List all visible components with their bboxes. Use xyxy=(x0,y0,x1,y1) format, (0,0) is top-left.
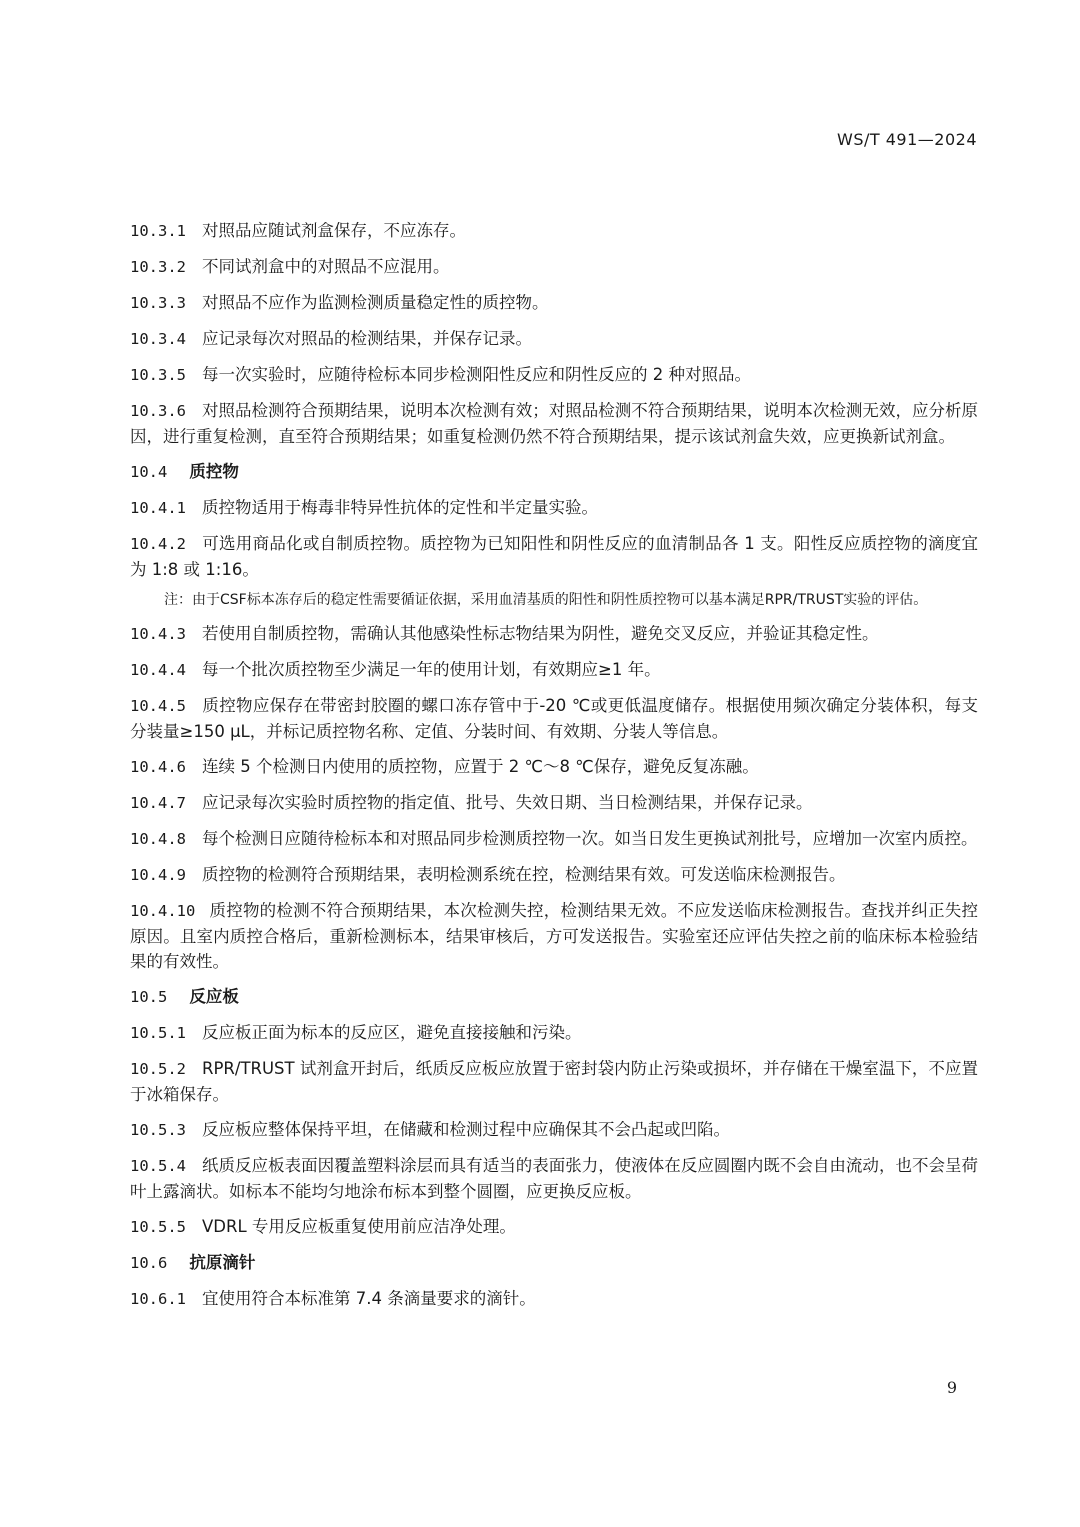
clause-paragraph xyxy=(130,790,978,816)
clause-paragraph xyxy=(130,290,978,316)
clause-text: 可选用商品化或自制质控物。质控物为已知阳性和阴性反应的血清制品各 1 支。阳性反应质控物的滴度宜为 1:8 或 1:16。 xyxy=(130,534,978,579)
clause-number: 10.4.5 xyxy=(130,697,186,715)
clause-text: 应记录每次对照品的检测结果，并保存记录。 xyxy=(202,329,532,348)
clause-text: 不同试剂盒中的对照品不应混用。 xyxy=(202,257,450,276)
clause-number: 10.4.7 xyxy=(130,794,186,812)
clause-number: 10.4.9 xyxy=(130,866,186,884)
clause-paragraph xyxy=(130,657,978,683)
note-text: 由于CSF标本冻存后的稳定性需要循证依据，采用血清基质的阳性和阴性质控物可以基本满足RPR/TRUST实验的评估。 xyxy=(192,592,928,608)
clause-text: 纸质反应板表面因覆盖塑料涂层而具有适当的表面张力，使液体在反应圆圈内既不会自由流动，也不会呈荷叶上露滴状。如标本不能均匀地涂布标本到整个圆圈，应更换反应板。 xyxy=(130,1156,978,1201)
clause-text: 若使用自制质控物，需确认其他感染性标志物结果为阴性，避免交叉反应，并验证其稳定性。 xyxy=(202,624,879,643)
clause-number: 10.3.1 xyxy=(130,222,186,240)
clause-paragraph xyxy=(130,1153,978,1204)
clauses-10-6 xyxy=(130,1286,978,1312)
clause-text: 对照品不应作为监测检测质量稳定性的质控物。 xyxy=(202,293,549,312)
clause-number: 10.5.4 xyxy=(130,1157,186,1175)
clause-text: 质控物的检测不符合预期结果，本次检测失控，检测结果无效。不应发送临床检测报告。查找并纠正失控原因。且室内质控合格后，重新检测标本，结果审核后，方可发送报告。实验室还应评估失控之前的临床标本检验结果的有效性。 xyxy=(130,901,978,971)
section-title: 质控物 xyxy=(189,462,239,481)
clause-number: 10.3.6 xyxy=(130,402,186,420)
section-heading-10-6 xyxy=(130,1250,978,1276)
clause-text: 应记录每次实验时质控物的指定值、批号、失效日期、当日检测结果，并保存记录。 xyxy=(202,793,813,812)
clause-number: 10.4.2 xyxy=(130,535,186,553)
clause-number: 10.5.1 xyxy=(130,1024,186,1042)
clause-paragraph xyxy=(130,1020,978,1046)
document-body xyxy=(130,218,978,1322)
section-title: 抗原滴针 xyxy=(189,1253,256,1272)
clause-paragraph xyxy=(130,862,978,888)
clause-paragraph xyxy=(130,218,978,244)
clause-number: 10.4.3 xyxy=(130,625,186,643)
clause-number: 10.3.4 xyxy=(130,330,186,348)
clause-text: 质控物的检测符合预期结果，表明检测系统在控，检测结果有效。可发送临床检测报告。 xyxy=(202,865,846,884)
clause-text: 对照品检测符合预期结果，说明本次检测有效；对照品检测不符合预期结果，说明本次检测无效，应分析原因，进行重复检测，直至符合预期结果；如重复检测仍然不符合预期结果，提示该试剂盒失效，应更换新试剂盒。 xyxy=(130,401,978,446)
clauses-10-5 xyxy=(130,1020,978,1240)
section-heading-10-5 xyxy=(130,984,978,1010)
standard-code: WS/T 491—2024 xyxy=(837,130,977,149)
clause-paragraph xyxy=(130,254,978,280)
note-label: 注： xyxy=(164,592,192,608)
note xyxy=(164,590,978,611)
clause-paragraph xyxy=(130,621,978,647)
clause-text: VDRL 专用反应板重复使用前应洁净处理。 xyxy=(202,1217,516,1236)
section-number: 10.4 xyxy=(130,463,168,481)
clause-paragraph xyxy=(130,1117,978,1143)
clause-text: 对照品应随试剂盒保存，不应冻存。 xyxy=(202,221,466,240)
clause-number: 10.4.8 xyxy=(130,830,186,848)
clause-text: 每一次实验时，应随待检标本同步检测阳性反应和阴性反应的 2 种对照品。 xyxy=(202,365,751,384)
clause-text: 每个检测日应随待检标本和对照品同步检测质控物一次。如当日发生更换试剂批号，应增加一次室内质控。 xyxy=(202,829,978,848)
clause-paragraph xyxy=(130,826,978,852)
clause-paragraph xyxy=(130,754,978,780)
clause-number: 10.3.5 xyxy=(130,366,186,384)
clause-text: 每一个批次质控物至少满足一年的使用计划，有效期应≥1 年。 xyxy=(202,660,661,679)
clause-text: 连续 5 个检测日内使用的质控物，应置于 2 ℃～8 ℃保存，避免反复冻融。 xyxy=(202,757,759,776)
clauses-10-4-part2 xyxy=(130,621,978,974)
clause-paragraph xyxy=(130,362,978,388)
clause-number: 10.4.10 xyxy=(130,902,196,920)
clause-text: 反应板正面为标本的反应区，避免直接接触和污染。 xyxy=(202,1023,582,1042)
clause-paragraph xyxy=(130,693,978,744)
clause-text: 质控物适用于梅毒非特异性抗体的定性和半定量实验。 xyxy=(202,498,598,517)
clause-paragraph xyxy=(130,1286,978,1312)
clauses-10-3 xyxy=(130,218,978,449)
section-title: 反应板 xyxy=(189,987,239,1006)
clause-number: 10.5.3 xyxy=(130,1121,186,1139)
clause-paragraph xyxy=(130,531,978,582)
clause-number: 10.4.1 xyxy=(130,499,186,517)
clause-text: 宜使用符合本标准第 7.4 条滴量要求的滴针。 xyxy=(202,1289,536,1308)
clause-number: 10.4.4 xyxy=(130,661,186,679)
clause-paragraph xyxy=(130,898,978,974)
page-number: 9 xyxy=(946,1378,957,1397)
clause-paragraph xyxy=(130,495,978,521)
section-heading-10-4 xyxy=(130,459,978,485)
clause-number: 10.4.6 xyxy=(130,758,186,776)
clause-text: 质控物应保存在带密封胶圈的螺口冻存管中于-20 ℃或更低温度储存。根据使用频次确定分装体积，每支分装量≥150 μL，并标记质控物名称、定值、分装时间、有效期、分装人等信息。 xyxy=(130,696,978,741)
clause-paragraph xyxy=(130,1214,978,1240)
clause-number: 10.5.2 xyxy=(130,1060,186,1078)
clause-text: 反应板应整体保持平坦，在储藏和检测过程中应确保其不会凸起或凹陷。 xyxy=(202,1120,730,1139)
section-number: 10.6 xyxy=(130,1254,168,1272)
clause-number: 10.6.1 xyxy=(130,1290,186,1308)
clause-paragraph xyxy=(130,326,978,352)
clause-number: 10.3.3 xyxy=(130,294,186,312)
clause-text: RPR/TRUST 试剂盒开封后，纸质反应板应放置于密封袋内防止污染或损坏，并存储在干燥室温下，不应置于冰箱保存。 xyxy=(130,1059,978,1104)
clause-paragraph xyxy=(130,398,978,449)
clause-number: 10.3.2 xyxy=(130,258,186,276)
clauses-10-4-part1 xyxy=(130,495,978,582)
clause-paragraph xyxy=(130,1056,978,1107)
clause-number: 10.5.5 xyxy=(130,1218,186,1236)
section-number: 10.5 xyxy=(130,988,168,1006)
